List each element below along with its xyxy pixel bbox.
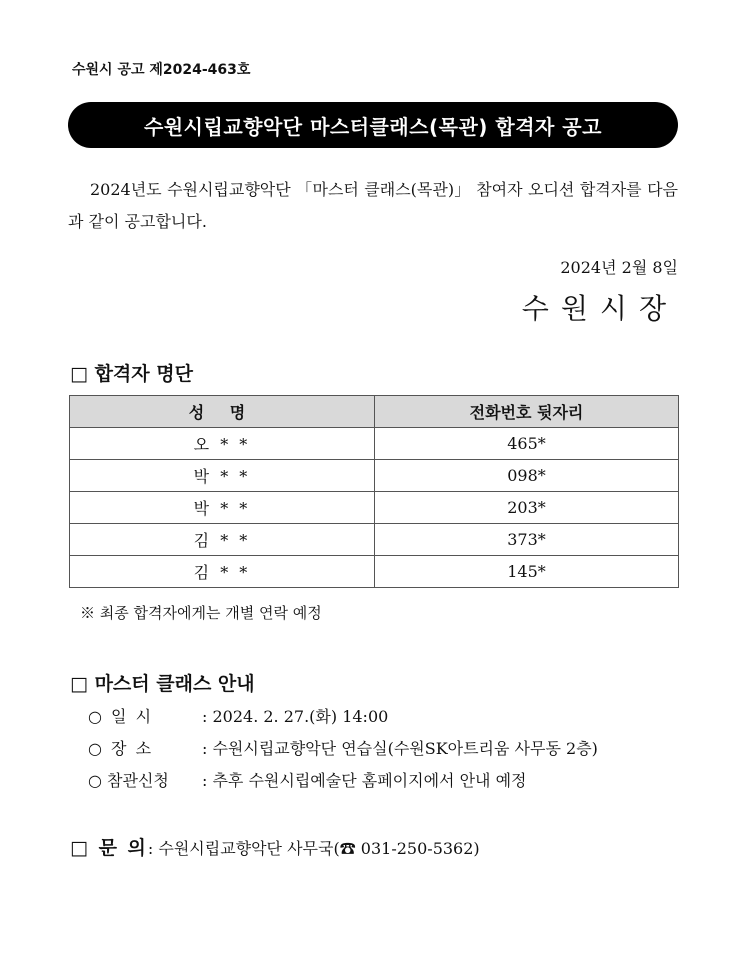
section-heading-passers: □ 합격자 명단 [70,363,193,385]
intro-paragraph: 2024년도 수원시립교향악단 「마스터 클래스(목관)」 참여자 오디션 합격자를 다음과 같이 공고합니다. [68,180,678,231]
table-row [70,524,679,556]
cell-phone: 465* [375,428,679,460]
info-observation [88,768,527,791]
notice-date: 2024년 2월 8일 [560,258,678,277]
page-title: 수원시립교향악단 마스터클래스(목관) 합격자 공고 [68,102,678,148]
contact-value: : 수원시립교향악단 사무국(☎ 031-250-5362) [147,839,480,858]
table-header-row [70,396,679,428]
info-value: : 2024. 2. 27.(화) 14:00 [202,707,389,726]
section-heading-contact: □ 문 의 [70,837,148,859]
table-row [70,460,679,492]
column-header-phone: 전화번호 뒷자리 [375,396,679,428]
section-heading-class: □ 마스터 클래스 안내 [70,673,255,695]
passers-note: ※ 최종 합격자에게는 개별 연락 예정 [80,604,322,622]
cell-phone: 098* [375,460,679,492]
column-header-name: 성 명 [70,396,375,428]
info-datetime [88,704,388,727]
table-row [70,492,679,524]
info-location [88,736,598,759]
cell-name: 박 * * [70,460,375,492]
passers-table [69,395,679,588]
table-row [70,428,679,460]
cell-name: 박 * * [70,492,375,524]
cell-name: 김 * * [70,556,375,588]
cell-phone: 145* [375,556,679,588]
cell-phone: 373* [375,524,679,556]
signer: 수원시장 [521,292,678,325]
info-label: ○ 일 시 [88,707,154,726]
cell-name: 김 * * [70,524,375,556]
table-row [70,556,679,588]
cell-phone: 203* [375,492,679,524]
cell-name: 오 * * [70,428,375,460]
contact-line [70,833,480,860]
notice-number: 수원시 공고 제2024-463호 [72,62,251,78]
info-label: ○ 장 소 [88,739,154,758]
info-value: : 추후 수원시립예술단 홈페이지에서 안내 예정 [202,771,527,790]
info-label: ○ 참관신청 [88,771,169,790]
info-value: : 수원시립교향악단 연습실(수원SK아트리움 사무동 2층) [202,739,598,758]
